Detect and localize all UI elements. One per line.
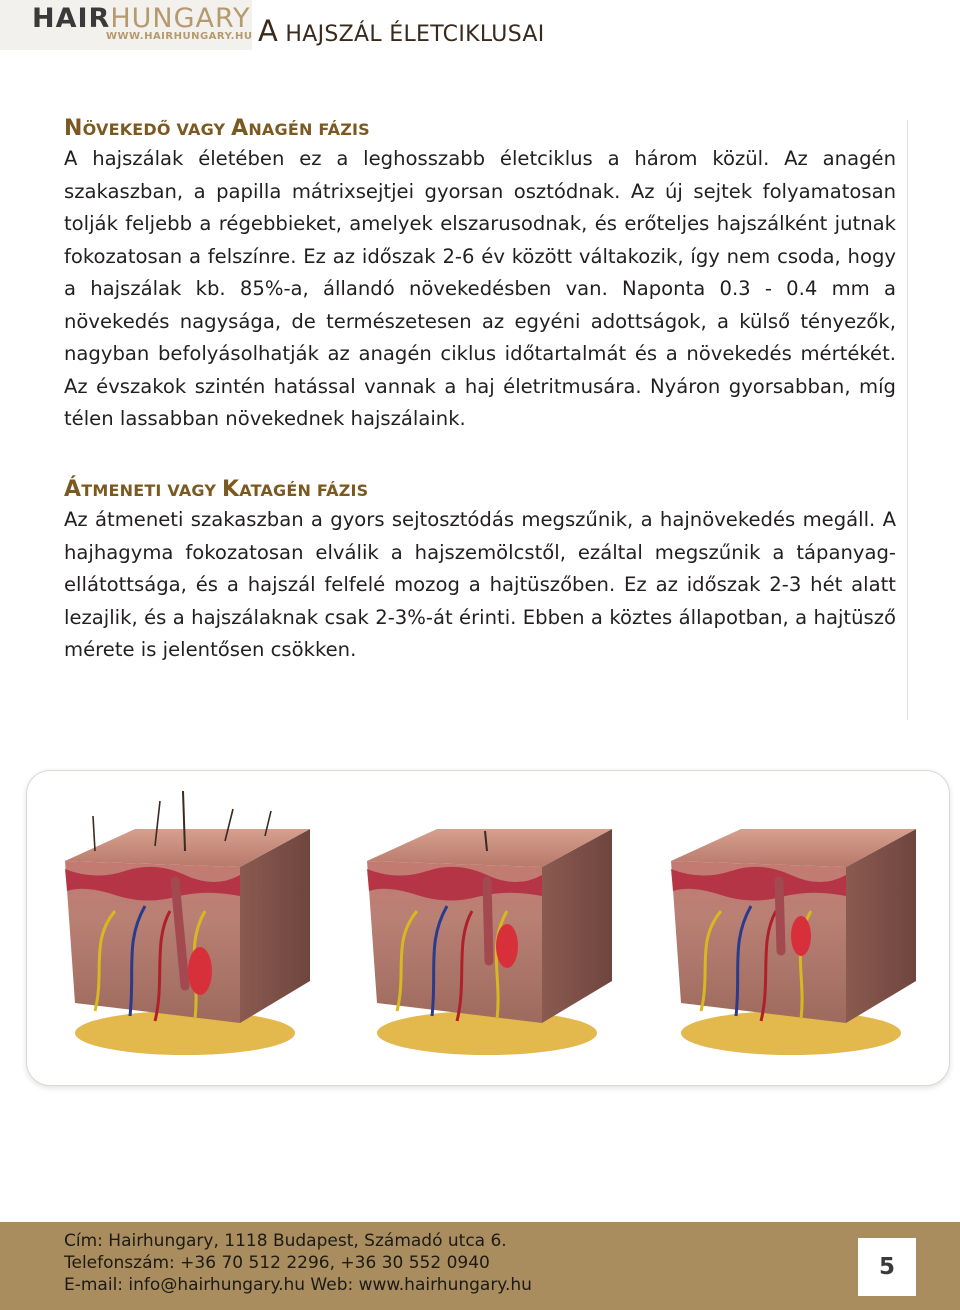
page-footer [0,1222,960,1310]
logo-bar [0,0,252,50]
section-body: A hajszálak életében ez a leghosszabb életciklus a három közül. Az anagén szakaszban, a papilla mátrixsejtjei gyorsan osztódnak. Az új sejtek folyamatosan tolják feljebb a régebbieket, amelyek elszarusodnak, és erőteljes hajszálként jutnak fokozatosan a felszínre. Ez az időszak 2-6 év között váltakozik, így nem csoda, hogy a hajszálak kb. 85%-a, állandó növekedésben van. Naponta 0.3 - 0.4 mm a növekedés nagysága, de természetesen az egyéni adottságok, a külső tényezők, nagyban befolyásolhatják az anagén ciklus időtartalmát és a növekedés mértékét. Az évszakok szintén hatással vannak a haj életritmusára. Nyáron gyorsabban, míg télen lassabban növekednek hajszálaink. [64,147,896,430]
page-number: 5 [858,1238,916,1296]
page-title: A HAJSZÁL ÉLETCIKLUSAI [258,14,545,48]
logo-url: WWW.HAIRHUNGARY.HU [106,31,253,42]
section-anagen [64,116,896,436]
brand-logo[interactable]: HAIRHUNGARY [32,3,251,34]
page-header [0,0,960,55]
contact-block [64,1230,532,1296]
skin-block-illustration [35,771,335,1085]
footer-address: Cím: Hairhungary, 1118 Budapest, Számadó utca 6. [64,1231,507,1251]
right-margin-rule [907,120,908,720]
hair-cycle-illustration [26,770,950,1086]
skin-block-illustration [337,771,637,1085]
section-title: NÖVEKEDŐ VAGY ANAGÉN FÁZIS [64,116,370,141]
section-body: Az átmeneti szakaszban a gyors sejtosztódás megszűnik, a hajnövekedés megáll. A hajhagyma fokozatosan elválik a hajszemölcstől, ezáltal megszűnik a tápanyag-ellátottsága, és a hajszál felfelé mozog a hajtüszőben. Ez az időszak 2-3 hét alatt lezajlik, és a hajszálaknak csak 2-3%-át érinti. Ebben a köztes állapotban, a hajtüsző mérete is jelentősen csökken. [64,508,896,661]
skin-block-illustration [641,771,941,1085]
section-title: ÁTMENETI VAGY KATAGÉN FÁZIS [64,477,369,502]
footer-email-web[interactable]: E-mail: info@hairhungary.hu Web: www.hairhungary.hu [64,1275,532,1295]
footer-phone: Telefonszám: +36 70 512 2296, +36 30 552 0940 [64,1253,490,1273]
section-katagen [64,477,896,667]
